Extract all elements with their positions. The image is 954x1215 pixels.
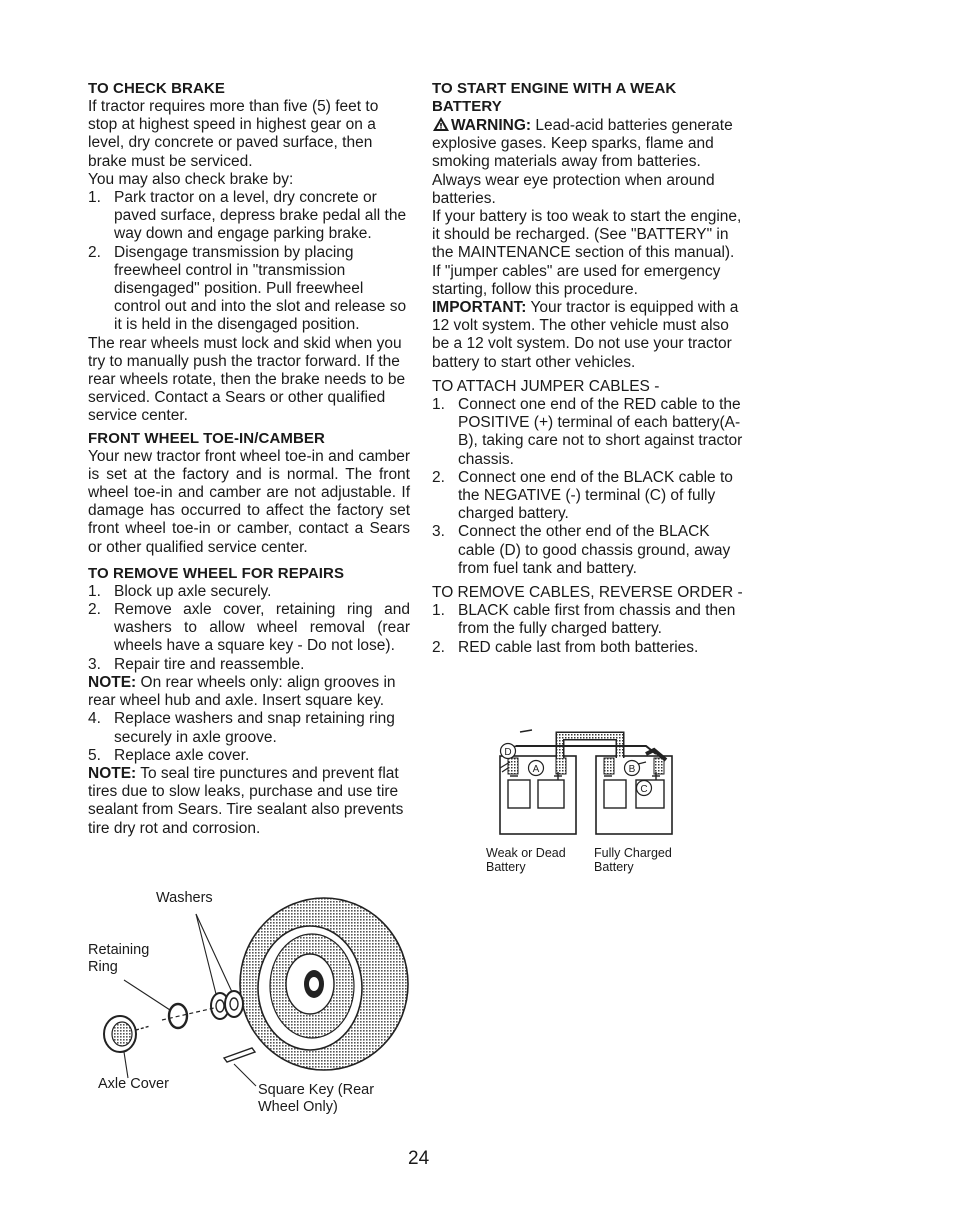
important-para: IMPORTANT: Your tractor is equipped with a 12 volt system. The other vehicle must also be a 12 volt system. Do not use your tractor battery to start other vehicles. bbox=[432, 299, 739, 371]
note-tire-sealant: NOTE: To seal tire punctures and prevent flat tires due to slow leaks, purchase and use tire sealant from Sears. Tire sealant also prevents tire dry rot and corrosion. bbox=[88, 764, 404, 837]
check-brake-steps bbox=[88, 189, 410, 335]
attach-cables-steps bbox=[432, 396, 750, 578]
note-rear-wheels: NOTE: On rear wheels only: align grooves in rear wheel hub and axle. Insert square key. bbox=[88, 673, 396, 710]
wheel-assembly-diagram bbox=[84, 880, 424, 1120]
label-retaining-ring: Retaining Ring bbox=[88, 942, 150, 975]
list-item: 3. Connect the other end of the BLACK cable (D) to good chassis ground, away from fuel tank and battery. bbox=[432, 523, 731, 577]
warning-para: WARNING: Lead-acid batteries generate explosive gases. Keep sparks, flame and smoking materials away from batteries. Always wear eye protection when around batteries. bbox=[432, 117, 733, 207]
check-brake-heading: TO CHECK BRAKE bbox=[88, 80, 225, 97]
list-item: 2. Disengage transmission by placing freewheel control in "transmission disengaged" position. Pull freewheel control out and into the slot and release so it is held in the disengaged position. bbox=[88, 243, 407, 334]
label-washers: Washers bbox=[156, 890, 213, 906]
list-item: 3. Repair tire and reassemble. bbox=[88, 655, 305, 673]
letter-b: B bbox=[628, 764, 636, 775]
check-brake-para-1: If tractor requires more than five (5) feet to stop at highest speed in highest gear on a level, dry concrete or paved surface, then brake must be serviced. bbox=[88, 98, 379, 170]
remove-wheel-section bbox=[88, 565, 410, 838]
letter-a: A bbox=[532, 764, 540, 775]
remove-cables-heading: TO REMOVE CABLES, REVERSE ORDER - bbox=[432, 584, 743, 602]
list-item: 1. Block up axle securely. bbox=[88, 582, 272, 600]
check-brake-section bbox=[88, 80, 410, 426]
jumper-battery-diagram bbox=[486, 728, 686, 888]
list-item: 1. BLACK cable first from chassis and then from the fully charged battery. bbox=[432, 602, 736, 638]
attach-cables-heading: TO ATTACH JUMPER CABLES - bbox=[432, 377, 660, 395]
label-square-key: Square Key (Rear Wheel Only) bbox=[258, 1082, 375, 1115]
left-column bbox=[88, 80, 410, 838]
letter-d: D bbox=[504, 747, 512, 758]
list-item: 1. Connect one end of the RED cable to the POSITIVE (+) terminal of each battery(A-B), taking care not to short against tractor chassis. bbox=[432, 396, 743, 468]
remove-wheel-heading: TO REMOVE WHEEL FOR REPAIRS bbox=[88, 564, 345, 582]
label-axle-cover: Axle Cover bbox=[98, 1076, 169, 1092]
list-item: 5. Replace axle cover. bbox=[88, 746, 250, 764]
weak-battery-heading: TO START ENGINE WITH A WEAK BATTERY bbox=[432, 80, 677, 115]
right-column bbox=[432, 80, 750, 657]
check-brake-para-2: You may also check brake by: bbox=[88, 170, 294, 188]
list-item: 1. Park tractor on a level, dry concrete or paved surface, depress brake pedal all the way down and engage parking brake. bbox=[88, 189, 407, 243]
remove-wheel-steps-2 bbox=[88, 710, 410, 765]
remove-cables-steps bbox=[432, 602, 750, 657]
recharge-para: If your battery is too weak to start the engine, it should be recharged. (See "BATTERY" in the MAINTENANCE section of this manual). bbox=[432, 208, 742, 262]
remove-wheel-steps-1 bbox=[88, 583, 410, 674]
list-item: 2. RED cable last from both batteries. bbox=[432, 638, 699, 656]
battery-illustration bbox=[496, 728, 686, 840]
warning-triangle-icon bbox=[432, 116, 450, 132]
check-brake-para-3: The rear wheels must lock and skid when you try to manually push the tractor forward. If the rear wheels rotate, then the brake needs to be serviced. Contact a Sears or other qualified service center. bbox=[88, 334, 406, 425]
list-item: 2. Remove axle cover, retaining ring and washers to allow wheel removal (rear wheels have a square key - Do not lose). bbox=[88, 601, 410, 655]
caption-charged-battery: Fully Charged Battery bbox=[594, 846, 672, 874]
toe-in-heading: FRONT WHEEL TOE-IN/CAMBER bbox=[88, 429, 325, 447]
toe-in-camber-section bbox=[88, 430, 410, 557]
jumper-para: If "jumper cables" are used for emergency starting, follow this procedure. bbox=[432, 262, 721, 298]
page-number: 24 bbox=[408, 1148, 430, 1169]
list-item: 2. Connect one end of the BLACK cable to the NEGATIVE (-) terminal (C) of fully charged battery. bbox=[432, 468, 733, 523]
letter-c: C bbox=[640, 784, 648, 795]
toe-in-para: Your new tractor front wheel toe-in and camber is set at the factory and is normal. The front wheel toe-in and camber are not adjustable. If damage has occurred to affect the factory set front wheel toe-in or camber, contact a Sears or other qualified service center. bbox=[88, 447, 410, 556]
list-item: 4. Replace washers and snap retaining ring securely in axle groove. bbox=[88, 710, 395, 746]
caption-weak-battery: Weak or Dead Battery bbox=[486, 846, 566, 874]
